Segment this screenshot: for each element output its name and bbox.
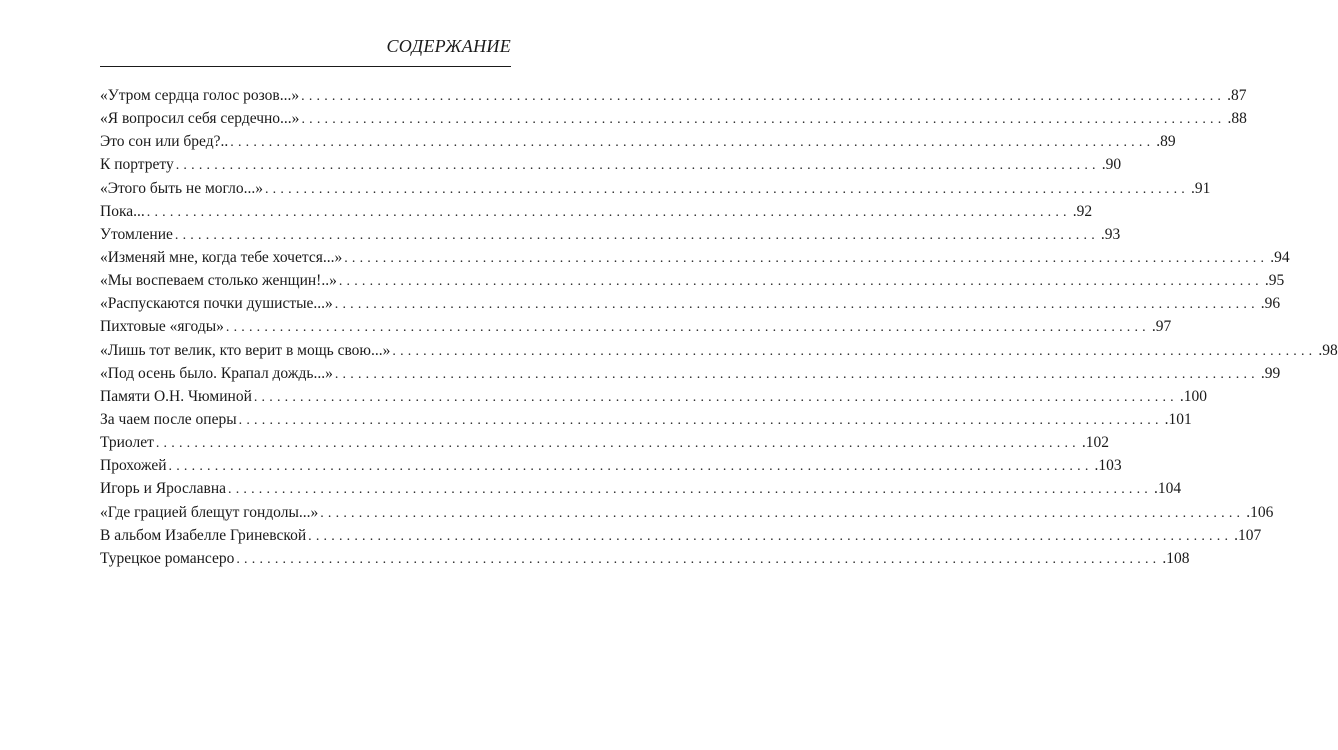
toc-entry-title: Игорь и Ярославна — [100, 480, 226, 498]
toc-entry-page: .103 — [1094, 457, 1122, 475]
toc-leader-dots: ........................................................................................................................ — [238, 412, 1163, 428]
toc-entry — [100, 107, 1247, 130]
toc-entry-title: «Распускаются почки душистые...» — [100, 295, 333, 313]
toc-leader-dots: ........................................................................................................................ — [236, 551, 1161, 567]
page-header — [100, 36, 511, 67]
toc-entry-title: Пока... — [100, 202, 145, 220]
toc-entry-page: .92 — [1072, 202, 1093, 220]
toc-entry-title: Прохожей — [100, 457, 167, 475]
toc-entry — [100, 200, 1093, 223]
page-title: СОДЕРЖАНИЕ — [386, 36, 511, 56]
toc-entry-title: «Мы воспеваем столько женщин!..» — [100, 272, 337, 290]
toc-entry-page: .107 — [1234, 526, 1262, 544]
toc-entry-title: За чаем после оперы — [100, 410, 237, 428]
toc-leader-dots: ........................................................................................................................ — [264, 181, 1189, 197]
toc-leader-dots: ........................................................................................................................ — [155, 436, 1080, 452]
toc-entry — [100, 431, 1109, 454]
toc-entry-page: .95 — [1264, 272, 1285, 290]
toc-entry — [100, 246, 1290, 269]
toc-leader-dots: ........................................................................................................................ — [344, 250, 1269, 266]
toc-entry — [100, 177, 1211, 200]
toc-entry-page: .97 — [1151, 318, 1172, 336]
toc-entry — [100, 315, 1172, 338]
toc-entry — [100, 339, 1338, 362]
toc-leader-dots: ........................................................................................................................ — [253, 389, 1178, 405]
toc-entry — [100, 385, 1207, 408]
toc-entry-title: «Изменяй мне, когда тебе хочется...» — [100, 248, 343, 266]
toc-entry-title: Это сон или бред?.. — [100, 133, 229, 151]
toc-entry-title: Памяти О.Н. Чюминой — [100, 387, 252, 405]
toc-entry — [100, 454, 1122, 477]
toc-entry-title: «Этого быть не могло...» — [100, 179, 263, 197]
toc-leader-dots: ........................................................................................................................ — [175, 158, 1100, 174]
toc-entry — [100, 84, 1247, 107]
toc-leader-dots: ........................................................................................................................ — [320, 505, 1245, 521]
toc-entry — [100, 153, 1122, 176]
toc-entry-page: .98 — [1318, 341, 1338, 359]
toc-entry — [100, 524, 1262, 547]
toc-leader-dots: ........................................................................................................................ — [225, 320, 1150, 336]
toc-leader-dots: ........................................................................................................................ — [146, 204, 1071, 220]
toc-entry-title: Утомление — [100, 225, 173, 243]
toc-entry-page: .102 — [1081, 434, 1109, 452]
toc-entry — [100, 223, 1121, 246]
toc-entry-page: .106 — [1246, 503, 1274, 521]
toc-entry-page: .88 — [1227, 110, 1247, 128]
toc-entry — [100, 408, 1192, 431]
toc-entry — [100, 547, 1190, 570]
toc-entry-page: .99 — [1260, 364, 1281, 382]
toc-entry-page: .94 — [1270, 248, 1290, 266]
toc-entry — [100, 501, 1274, 524]
toc-leader-dots: ........................................................................................................................ — [301, 112, 1226, 128]
toc-entry-page: .89 — [1156, 133, 1176, 151]
toc-entry — [100, 269, 1285, 292]
toc-entry-page: .108 — [1162, 549, 1190, 567]
toc-entry — [100, 362, 1281, 385]
toc-entry-title: «Я вопросил себя сердечно...» — [100, 110, 300, 128]
table-of-contents — [100, 84, 1338, 570]
toc-leader-dots: ........................................................................................................................ — [338, 274, 1263, 290]
toc-entry-title: Триолет — [100, 434, 154, 452]
toc-entry-title: «Лишь тот велик, кто верит в мощь свою...» — [100, 341, 391, 359]
toc-entry-page: .93 — [1100, 225, 1121, 243]
toc-entry-page: .96 — [1260, 295, 1281, 313]
toc-entry-page: .100 — [1179, 387, 1207, 405]
toc-entry — [100, 130, 1176, 153]
toc-entry-page: .90 — [1101, 156, 1122, 174]
toc-leader-dots: ........................................................................................................................ — [334, 297, 1259, 313]
toc-entry-title: К портрету — [100, 156, 174, 174]
toc-entry-title: В альбом Изабелле Гриневской — [100, 526, 307, 544]
toc-leader-dots: ........................................................................................................................ — [174, 227, 1099, 243]
toc-entry-page: .104 — [1154, 480, 1182, 498]
toc-entry-title: Пихтовые «ягоды» — [100, 318, 224, 336]
toc-leader-dots: ........................................................................................................................ — [228, 482, 1152, 498]
toc-entry-title: «Под осень было. Крапал дождь...» — [100, 364, 333, 382]
toc-leader-dots: ........................................................................................................................ — [392, 343, 1317, 359]
toc-leader-dots: ........................................................................................................................ — [334, 366, 1259, 382]
toc-leader-dots: ........................................................................................................................ — [230, 135, 1155, 151]
toc-entry-page: .91 — [1190, 179, 1211, 197]
toc-entry — [100, 292, 1281, 315]
toc-entry-page: .101 — [1164, 410, 1192, 428]
toc-entry-title: Турецкое романсеро — [100, 549, 235, 567]
toc-entry-title: «Утром сердца голос розов...» — [100, 87, 300, 104]
toc-entry-page: .87 — [1227, 87, 1247, 104]
toc-leader-dots: ........................................................................................................................ — [168, 459, 1093, 475]
toc-leader-dots: ........................................................................................................................ — [308, 528, 1233, 544]
toc-entry — [100, 477, 1182, 500]
toc-leader-dots: ........................................................................................................................ — [301, 89, 1226, 104]
toc-entry-title: «Где грацией блещут гондолы...» — [100, 503, 319, 521]
